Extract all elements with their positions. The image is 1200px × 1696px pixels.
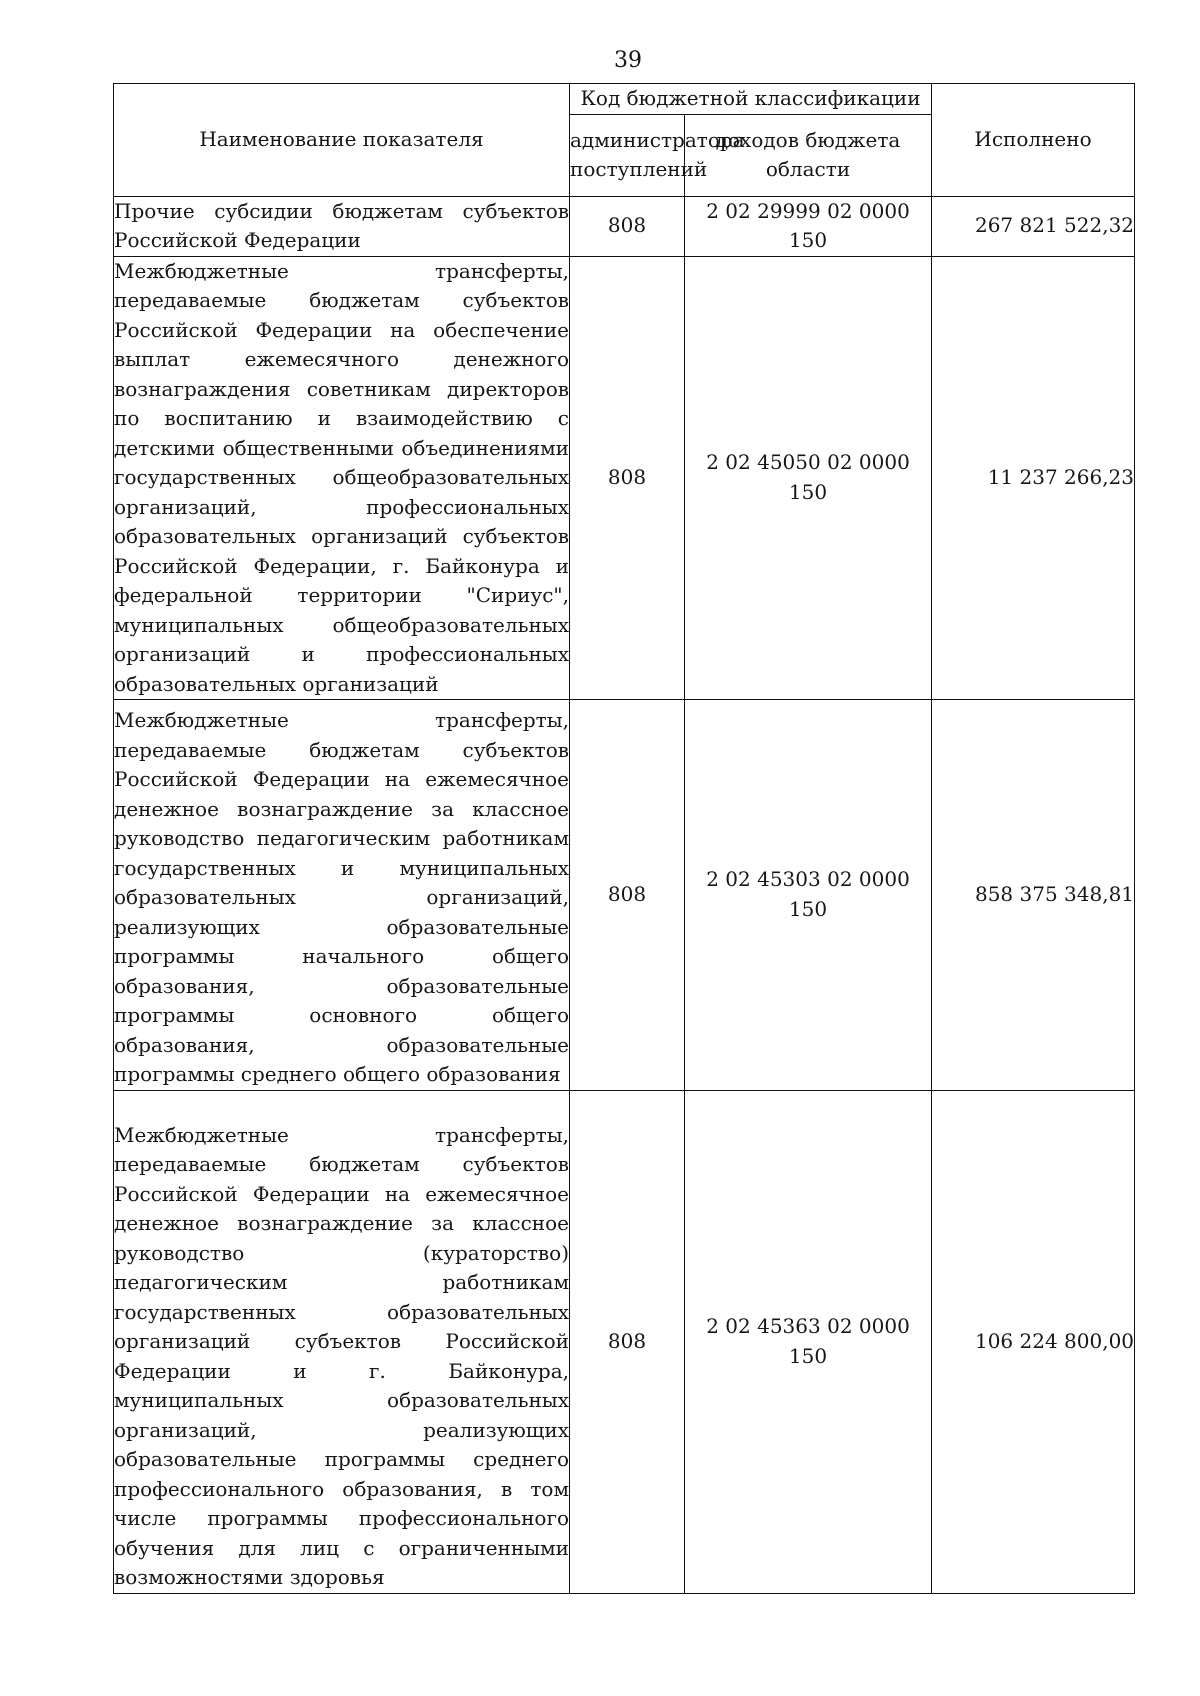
budget-table (113, 83, 1135, 1594)
header-executed: Исполнено (932, 84, 1135, 197)
page-number: 39 (614, 48, 642, 73)
row-amount: 106 224 800,00 (932, 1090, 1135, 1593)
row-admin-code: 808 (570, 196, 685, 256)
row-name: Межбюджетные трансферты, передаваемые бюджетам субъектов Российской Федерации на ежемесячное денежное вознаграждение за классное руководство (кураторство) педагогическим работникам государственных образовательных организаций субъектов Российской Федерации и г. Байконура, муниципальных образовательных организаций, реализующих образовательные программы среднего профессионального образования, в том числе программы профессионального обучения для лиц с ограниченными возможностями здоровья (114, 1090, 570, 1593)
row-income-code: 2 02 45303 02 0000 150 (685, 700, 932, 1091)
header-administrator: администратора поступлений (570, 114, 685, 196)
header-name: Наименование показателя (114, 84, 570, 197)
row-income-code: 2 02 45363 02 0000 150 (685, 1090, 932, 1593)
row-admin-code: 808 (570, 700, 685, 1091)
row-name: Межбюджетные трансферты, передаваемые бюджетам субъектов Российской Федерации на ежемесячное денежное вознаграждение за классное руководство педагогическим работникам государственных и муниципальных образовательных организаций, реализующих образовательные программы начального общего образования, образовательные программы основного общего образования, образовательные программы среднего общего образования (114, 700, 570, 1091)
row-name: Прочие субсидии бюджетам субъектов Российской Федерации (114, 196, 570, 256)
table-header (114, 84, 1135, 197)
row-amount: 267 821 522,32 (932, 196, 1135, 256)
row-admin-code: 808 (570, 256, 685, 700)
table-row (114, 1090, 1135, 1593)
table-row (114, 256, 1135, 700)
row-amount: 11 237 266,23 (932, 256, 1135, 700)
header-income: доходов бюджета области (685, 114, 932, 196)
row-income-code: 2 02 29999 02 0000 150 (685, 196, 932, 256)
row-income-code: 2 02 45050 02 0000 150 (685, 256, 932, 700)
table-row (114, 196, 1135, 256)
table-row (114, 700, 1135, 1091)
row-amount: 858 375 348,81 (932, 700, 1135, 1091)
row-name: Межбюджетные трансферты, передаваемые бюджетам субъектов Российской Федерации на обеспечение выплат ежемесячного денежного вознаграждения советникам директоров по воспитанию и взаимодействию с детскими общественными объединениями государственных общеобразовательных организаций, профессиональных образовательных организаций субъектов Российской Федерации, г. Байконура и федеральной территории "Сириус", муниципальных общеобразовательных организаций и профессиональных образовательных организаций (114, 256, 570, 700)
row-admin-code: 808 (570, 1090, 685, 1593)
header-code-group: Код бюджетной классификации (570, 84, 932, 115)
